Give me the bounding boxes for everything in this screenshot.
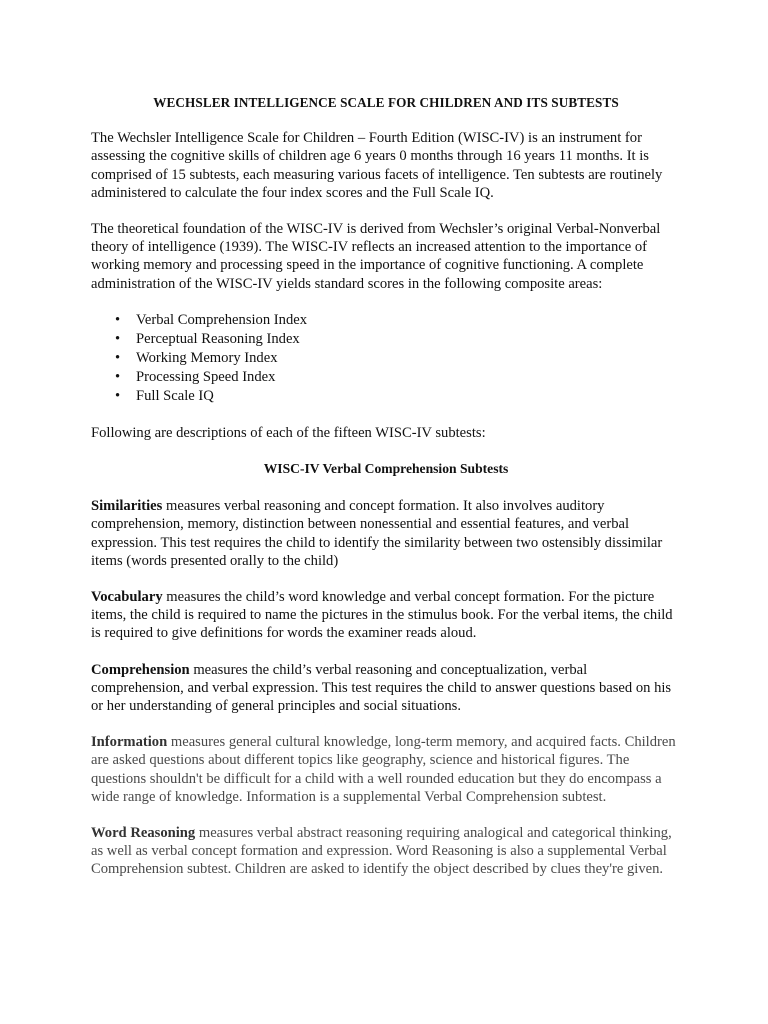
bullet-icon: • xyxy=(115,330,121,347)
list-item xyxy=(91,311,681,330)
subtest-description: measures the child’s word knowledge and verbal concept formation. For the picture items, the child is required to name the pictures in the stimulus book. For the verbal items, the child is required to give definitions for words the examiner reads aloud. xyxy=(91,589,673,642)
subtest-comprehension xyxy=(91,661,681,716)
bullet-icon: • xyxy=(115,311,121,328)
subtest-description: measures verbal abstract reasoning requiring analogical and categorical thinking, as well as verbal concept formation and expression. Word Reasoning is also a supplemental Verbal Comprehension subtest. Children are asked to identify the object described by clues they're given. xyxy=(91,825,672,878)
list-item-label: Full Scale IQ xyxy=(136,387,214,404)
subtest-term: Vocabulary xyxy=(91,589,163,606)
list-item xyxy=(91,349,681,368)
document-title: WECHSLER INTELLIGENCE SCALE FOR CHILDREN AND ITS SUBTESTS xyxy=(153,95,619,110)
subtest-description: measures general cultural knowledge, long-term memory, and acquired facts. Children are asked questions about different topics like geography, science and historical figures. The questions shouldn't be difficult for a child with a well rounded education but they do encompass a wide range of knowledge. Information is a supplemental Verbal Comprehension subtest. xyxy=(91,734,676,805)
list-item-label: Perceptual Reasoning Index xyxy=(136,330,300,347)
subtest-word-reasoning xyxy=(91,824,681,879)
subtest-description: measures verbal reasoning and concept formation. It also involves auditory comprehension, memory, distinction between nonessential and essential features, and verbal expression. This test requires the child to identify the similarity between two ostensibly dissimilar items (words presented orally to the child) xyxy=(91,498,663,569)
subtest-description: measures the child’s verbal reasoning and conceptualization, verbal comprehension, and verbal expression. This test requires the child to answer questions based on his or her understanding of general principles and social situations. xyxy=(91,661,672,715)
subtest-term: Word Reasoning xyxy=(91,825,196,842)
section-heading: WISC-IV Verbal Comprehension Subtests xyxy=(263,461,509,477)
list-item xyxy=(91,387,681,406)
list-item xyxy=(91,368,681,387)
list-item-label: Processing Speed Index xyxy=(136,368,276,385)
following-paragraph: Following are descriptions of each of the fifteen WISC-IV subtests: xyxy=(91,424,486,441)
bullet-icon: • xyxy=(115,387,121,404)
subtest-term: Comprehension xyxy=(91,661,190,678)
composite-areas-list xyxy=(91,311,681,406)
bullet-icon: • xyxy=(115,349,121,366)
bullet-icon: • xyxy=(115,368,121,385)
list-item-label: Verbal Comprehension Index xyxy=(136,311,308,328)
subtest-term: Information xyxy=(91,734,168,751)
list-item xyxy=(91,330,681,349)
theory-paragraph: The theoretical foundation of the WISC-IV is derived from Wechsler’s original Verbal-Nonverbal theory of intelligence (1939). The WISC-IV reflects an increased attention to the importance of working memory and processing speed in the importance of cognitive functioning. A complete administration of the WISC-IV yields standard scores in the following composite areas: xyxy=(91,221,661,292)
subtest-vocabulary xyxy=(91,588,681,643)
list-item-label: Working Memory Index xyxy=(136,349,278,366)
document-page xyxy=(91,94,681,897)
subtest-similarities xyxy=(91,497,681,570)
subtest-term: Similarities xyxy=(91,498,163,515)
intro-paragraph: The Wechsler Intelligence Scale for Children – Fourth Edition (WISC-IV) is an instrument for assessing the cognitive skills of children age 6 years 0 months through 16 years 11 months. It is comprised of 15 subtests, each measuring various facets of intelligence. Ten subtests are routinely administered to calculate the four index scores and the Full Scale IQ. xyxy=(91,130,663,201)
subtest-information xyxy=(91,733,681,806)
